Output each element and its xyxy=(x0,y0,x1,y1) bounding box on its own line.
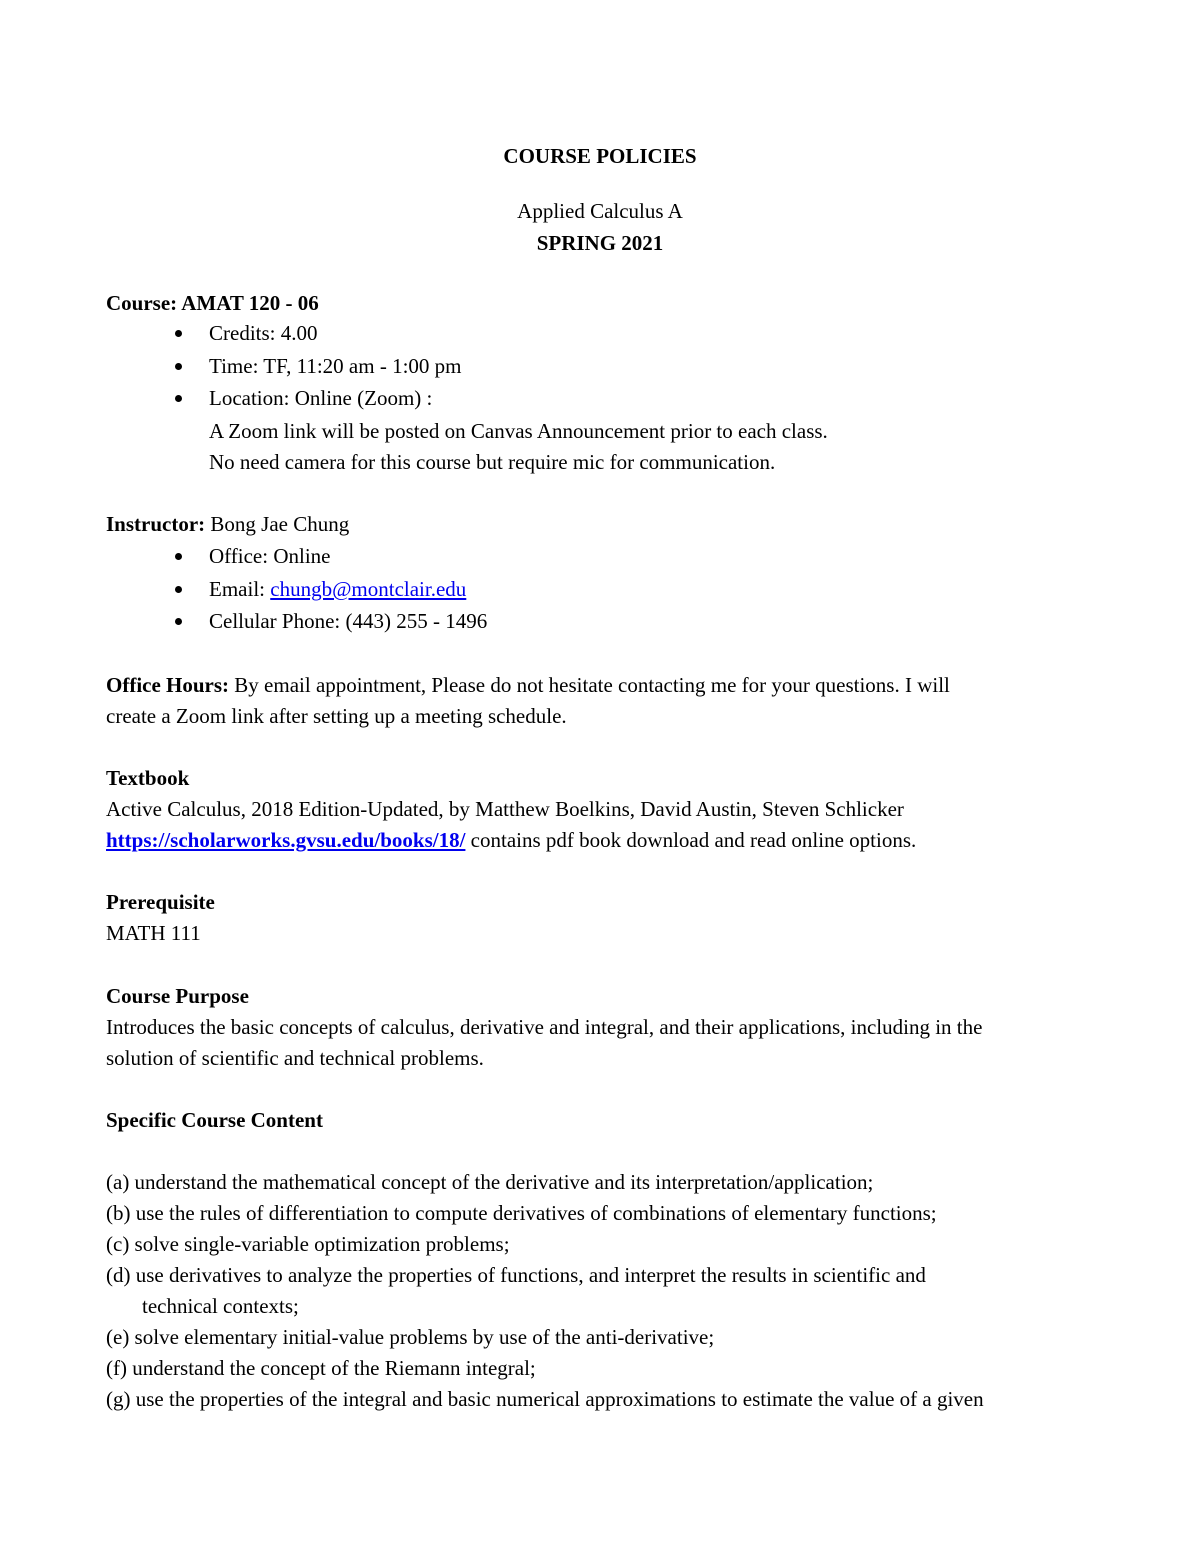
email-link[interactable]: chungb@montclair.edu xyxy=(270,577,467,601)
content-item: (b) use the rules of differentiation to compute derivatives of combinations of elementary functions; xyxy=(106,1201,937,1225)
content-heading: Specific Course Content xyxy=(106,1108,323,1132)
course-time: Time: TF, 11:20 am - 1:00 pm xyxy=(209,354,462,378)
instructor-name: Bong Jae Chung xyxy=(210,512,350,536)
bullet-icon xyxy=(175,553,182,560)
content-item: (c) solve single-variable optimization problems; xyxy=(106,1232,510,1256)
bullet-icon xyxy=(175,618,182,625)
document-title: COURSE POLICIES xyxy=(503,144,697,168)
instructor-office: Office: Online xyxy=(209,544,331,568)
textbook-link-note: contains pdf book download and read online options. xyxy=(470,828,917,852)
instructor-phone: Cellular Phone: (443) 255 - 1496 xyxy=(209,609,488,633)
textbook-link[interactable]: https://scholarworks.gvsu.edu/books/18/ xyxy=(106,828,466,852)
content-item: (d) use derivatives to analyze the properties of functions, and interpret the results in scientific and xyxy=(106,1263,926,1287)
course-label: Course: xyxy=(106,291,178,315)
content-item: (g) use the properties of the integral and basic numerical approximations to estimate the value of a given xyxy=(106,1387,984,1411)
purpose-text: Introduces the basic concepts of calculus, derivative and integral, and their applications, including in the xyxy=(106,1015,983,1039)
course-credits: Credits: 4.00 xyxy=(209,321,318,345)
content-item: technical contexts; xyxy=(142,1294,299,1318)
content-item: (f) understand the concept of the Riemann integral; xyxy=(106,1356,536,1380)
content-item: (e) solve elementary initial-value problems by use of the anti-derivative; xyxy=(106,1325,715,1349)
prerequisite-text: MATH 111 xyxy=(106,921,201,945)
instructor-line xyxy=(106,514,349,535)
office-hours-text: create a Zoom link after setting up a meeting schedule. xyxy=(106,704,567,728)
bullet-icon xyxy=(175,363,182,370)
course-line xyxy=(106,293,319,314)
office-hours-line xyxy=(106,675,950,696)
location-note: No need camera for this course but require mic for communication. xyxy=(209,450,776,474)
textbook-citation: Active Calculus, 2018 Edition-Updated, by Matthew Boelkins, David Austin, Steven Schlicker xyxy=(106,797,904,821)
instructor-email-line xyxy=(209,579,466,600)
bullet-icon xyxy=(175,586,182,593)
office-hours-label: Office Hours: xyxy=(106,673,230,697)
location-note: A Zoom link will be posted on Canvas Announcement prior to each class. xyxy=(209,419,828,443)
purpose-heading: Course Purpose xyxy=(106,984,249,1008)
course-term: SPRING 2021 xyxy=(536,231,664,255)
instructor-label: Instructor: xyxy=(106,512,206,536)
textbook-link-line xyxy=(106,830,916,851)
email-label: Email: xyxy=(209,577,265,601)
course-location: Location: Online (Zoom) : xyxy=(209,386,433,410)
textbook-heading: Textbook xyxy=(106,766,190,790)
course-code: AMAT 120 - 06 xyxy=(181,291,319,315)
course-name: Applied Calculus A xyxy=(517,199,683,223)
office-hours-text: By email appointment, Please do not hesitate contacting me for your questions. I will xyxy=(234,673,950,697)
prerequisite-heading: Prerequisite xyxy=(106,890,215,914)
bullet-icon xyxy=(175,395,182,402)
purpose-text: solution of scientific and technical problems. xyxy=(106,1046,484,1070)
bullet-icon xyxy=(175,330,182,337)
content-item: (a) understand the mathematical concept of the derivative and its interpretation/application; xyxy=(106,1170,874,1194)
